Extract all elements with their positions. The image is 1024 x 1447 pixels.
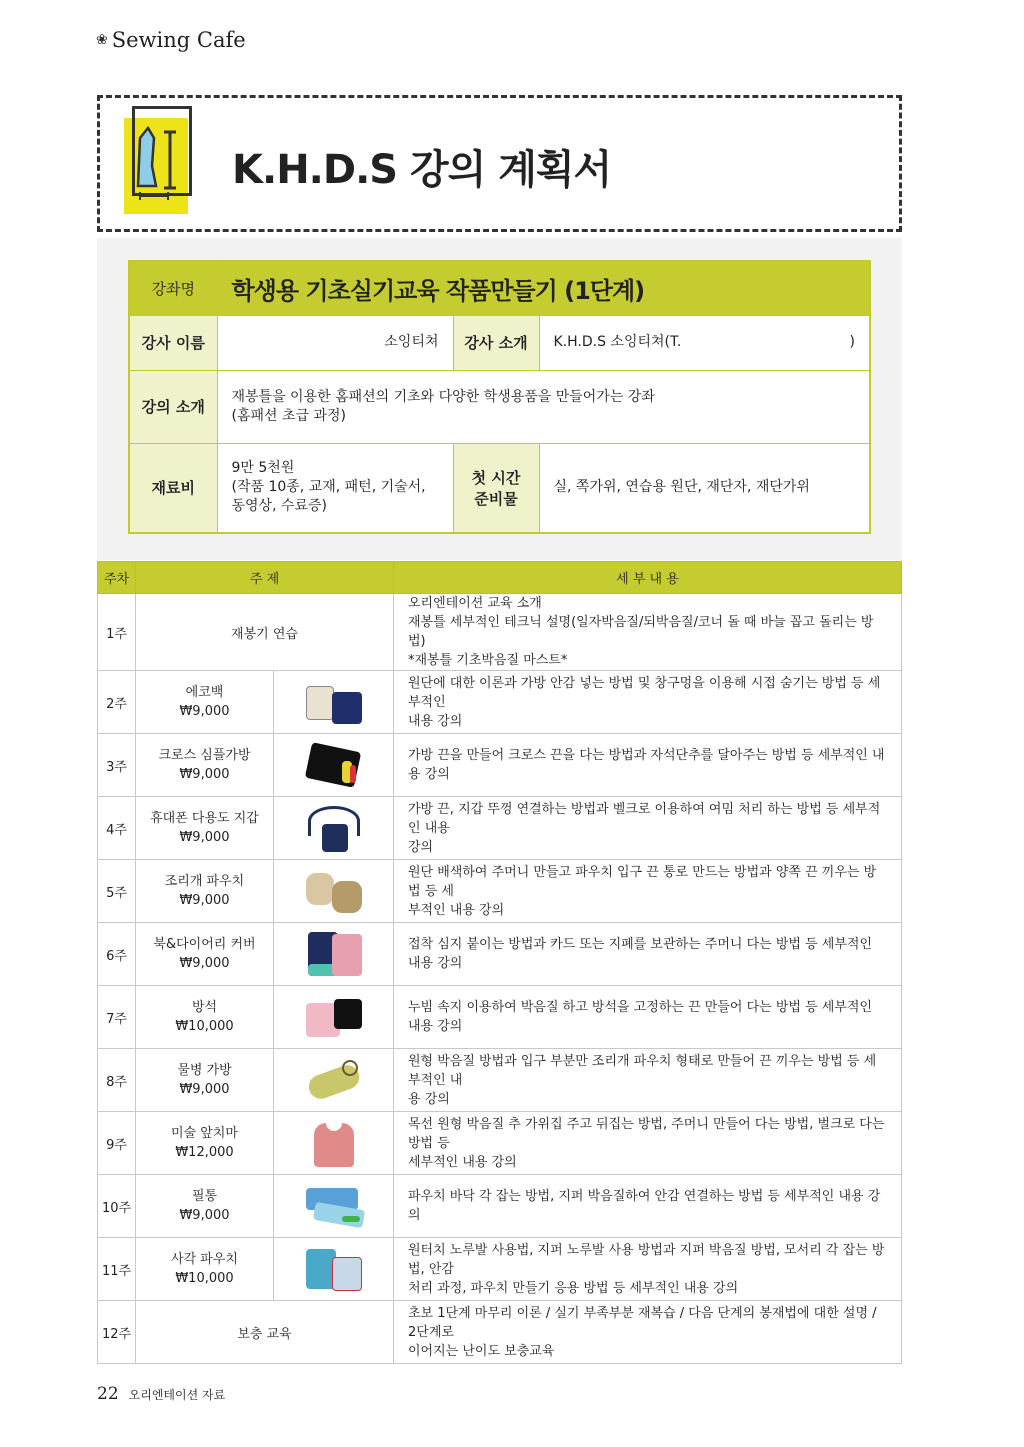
page-title: K.H.D.S 강의 계획서	[232, 147, 612, 193]
product-image	[274, 923, 394, 986]
schedule-table	[97, 561, 902, 1364]
week-cell: 5주	[98, 860, 136, 923]
table-row	[98, 1238, 902, 1301]
topic-cell: 북&다이어리 커버 ₩9,000	[136, 923, 274, 986]
flower-icon: ❀	[96, 32, 108, 48]
prep-value: 실, 쪽가위, 연습용 원단, 재단자, 재단가위	[539, 443, 870, 533]
topic-cell: 에코백 ₩9,000	[136, 671, 274, 734]
table-row	[98, 986, 902, 1049]
product-image	[274, 1049, 394, 1112]
course-intro: 재봉틀을 이용한 홈패션의 기초와 다양한 학생용품을 만들어가는 강좌 (홈패션 초급 과정)	[217, 370, 870, 443]
topic-cell: 재봉기 연습	[136, 594, 394, 671]
detail-cell: 원단 배색하여 주머니 만들고 파우치 입구 끈 통로 만드는 방법과 양쪽 끈 끼우는 방법 등 세 부적인 내용 강의	[394, 860, 902, 923]
detail-cell: 원터치 노루발 사용법, 지퍼 노루발 사용 방법과 지퍼 박음질 방법, 모서리 각 잡는 방법, 안감 처리 과정, 파우치 만들기 응용 방법 등 세부적인 내용 강의	[394, 1238, 902, 1301]
product-image	[274, 797, 394, 860]
week-cell: 6주	[98, 923, 136, 986]
brand-logo	[96, 28, 246, 52]
fee-label: 재료비	[129, 443, 217, 533]
table-row	[98, 1112, 902, 1175]
table-row	[98, 734, 902, 797]
table-row	[98, 860, 902, 923]
product-image	[274, 860, 394, 923]
table-row	[98, 1175, 902, 1238]
topic-cell: 보충 교육	[136, 1301, 394, 1364]
dress-pattern-icon	[124, 104, 192, 212]
footer-label: 오리엔테이션 자료	[128, 1388, 226, 1402]
course-name: 학생용 기초실기교육 작품만들기 (1단계)	[217, 261, 870, 315]
table-row	[98, 671, 902, 734]
detail-cell: 초보 1단계 마무리 이론 / 실기 부족부분 재복습 / 다음 단계의 봉재법에 대한 설명 / 2단계로 이어지는 난이도 보충교육	[394, 1301, 902, 1364]
topic-cell: 필통 ₩9,000	[136, 1175, 274, 1238]
table-row	[98, 1049, 902, 1112]
week-cell: 2주	[98, 671, 136, 734]
page-number: 22	[97, 1384, 119, 1404]
teacher-name: 소잉티쳐	[217, 315, 453, 370]
fee-value: 9만 5천원 (작품 10종, 교재, 패턴, 기술서, 동영상, 수료증)	[217, 443, 453, 533]
week-cell: 1주	[98, 594, 136, 671]
detail-header: 세 부 내 용	[394, 562, 902, 594]
product-image	[274, 734, 394, 797]
topic-header: 주 제	[136, 562, 394, 594]
week-cell: 7주	[98, 986, 136, 1049]
teacher-intro-label: 강사 소개	[453, 315, 539, 370]
topic-cell: 방석 ₩10,000	[136, 986, 274, 1049]
logo-text: Sewing Cafe	[111, 28, 246, 52]
detail-cell: 오리엔테이션 교육 소개 재봉틀 세부적인 테크닉 설명(일자박음질/되박음질/코너 돌 때 바늘 꼽고 돌리는 방법) *재봉틀 기초박음질 마스트*	[394, 594, 902, 671]
teacher-intro: K.H.D.S 소잉티쳐(T. )	[539, 315, 870, 370]
topic-cell: 조리개 파우치 ₩9,000	[136, 860, 274, 923]
week-cell: 4주	[98, 797, 136, 860]
course-info-table	[128, 260, 871, 534]
prep-label: 첫 시간 준비물	[453, 443, 539, 533]
detail-cell: 원단에 대한 이론과 가방 안감 넣는 방법 및 창구멍을 이용해 시접 숨기는 방법 등 세부적인 내용 강의	[394, 671, 902, 734]
detail-cell: 가방 끈, 지갑 뚜껑 연결하는 방법과 벨크로 이용하여 여밈 처리 하는 방법 등 세부적인 내용 강의	[394, 797, 902, 860]
week-cell: 9주	[98, 1112, 136, 1175]
detail-cell: 접착 심지 붙이는 방법과 카드 또는 지폐를 보관하는 주머니 다는 방법 등 세부적인 내용 강의	[394, 923, 902, 986]
week-cell: 8주	[98, 1049, 136, 1112]
week-header: 주차	[98, 562, 136, 594]
page-footer	[97, 1384, 225, 1404]
week-cell: 12주	[98, 1301, 136, 1364]
course-name-label: 강좌명	[129, 261, 217, 315]
teacher-name-label: 강사 이름	[129, 315, 217, 370]
topic-cell: 물병 가방 ₩9,000	[136, 1049, 274, 1112]
topic-cell: 휴대폰 다용도 지갑 ₩9,000	[136, 797, 274, 860]
product-image	[274, 671, 394, 734]
week-cell: 10주	[98, 1175, 136, 1238]
topic-cell: 미술 앞치마 ₩12,000	[136, 1112, 274, 1175]
topic-cell: 사각 파우치 ₩10,000	[136, 1238, 274, 1301]
week-cell: 3주	[98, 734, 136, 797]
product-image	[274, 986, 394, 1049]
detail-cell: 원형 박음질 방법과 입구 부분만 조리개 파우치 형태로 만들어 끈 끼우는 방법 등 세부적인 내 용 강의	[394, 1049, 902, 1112]
table-row	[98, 594, 902, 671]
course-intro-label: 강의 소개	[129, 370, 217, 443]
product-image	[274, 1112, 394, 1175]
table-row	[98, 923, 902, 986]
table-row	[98, 797, 902, 860]
detail-cell: 목선 원형 박음질 추 가위집 주고 뒤집는 방법, 주머니 만들어 다는 방법, 벌크로 다는 방법 등 세부적인 내용 강의	[394, 1112, 902, 1175]
detail-cell: 가방 끈을 만들어 크로스 끈을 다는 방법과 자석단추를 달아주는 방법 등 세부적인 내용 강의	[394, 734, 902, 797]
detail-cell: 파우치 바닥 각 잡는 방법, 지퍼 박음질하여 안감 연결하는 방법 등 세부적인 내용 강의	[394, 1175, 902, 1238]
product-image	[274, 1175, 394, 1238]
detail-cell: 누빔 속지 이용하여 박음질 하고 방석을 고정하는 끈 만들어 다는 방법 등 세부적인 내용 강의	[394, 986, 902, 1049]
table-row	[98, 1301, 902, 1364]
topic-cell: 크로스 심플가방 ₩9,000	[136, 734, 274, 797]
week-cell: 11주	[98, 1238, 136, 1301]
product-image	[274, 1238, 394, 1301]
